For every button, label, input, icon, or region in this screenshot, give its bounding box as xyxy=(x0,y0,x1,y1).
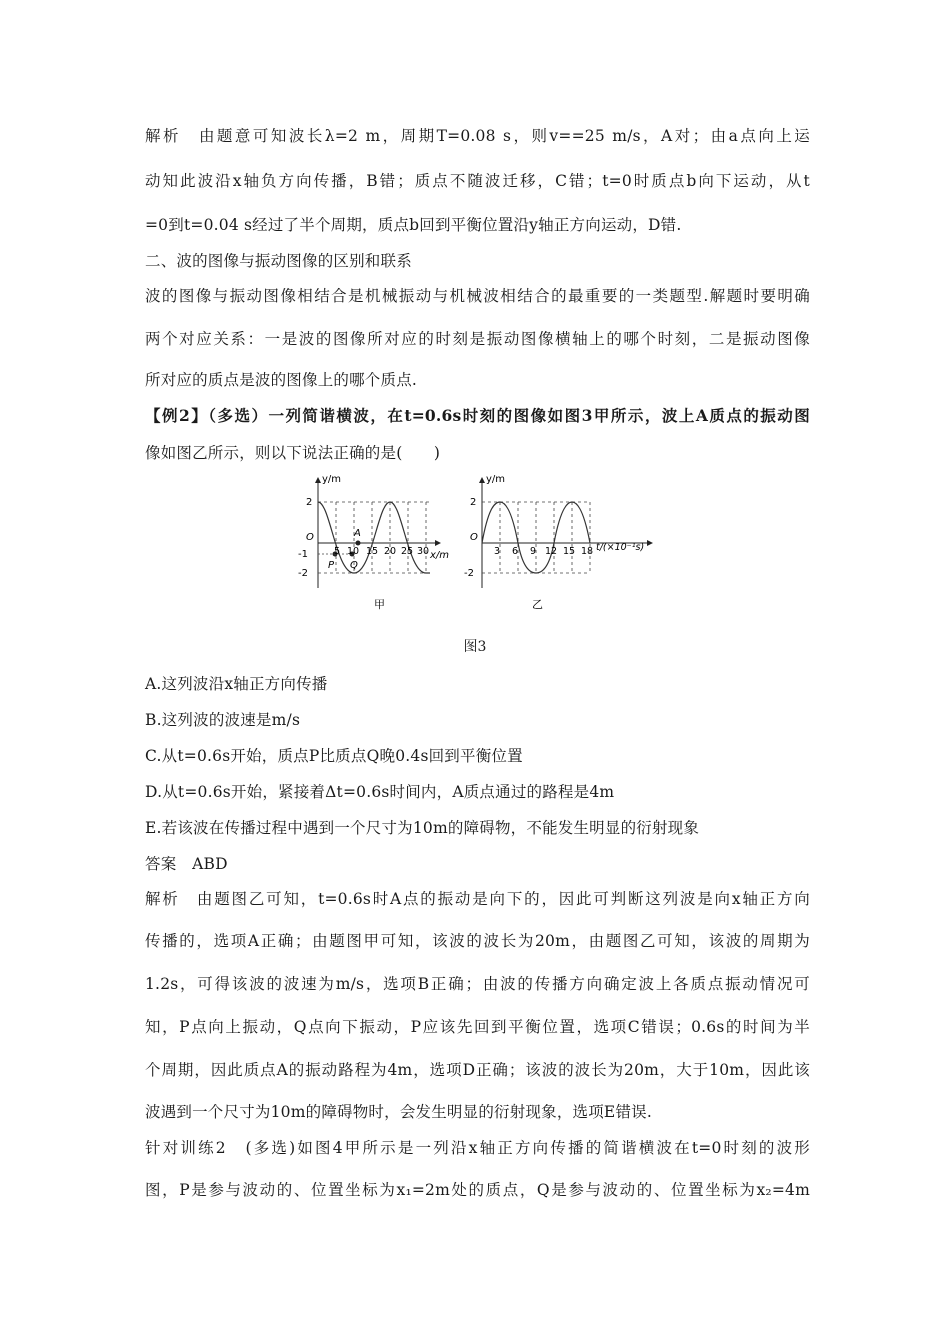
left-xtick: 30 xyxy=(417,546,430,557)
text-line: 两个对应关系：一是波的图像所对应的时刻是振动图像横轴上的哪个时刻，二是振动图像 xyxy=(145,330,810,348)
analysis-line: 传播的，选项A正确；由题图甲可知，该波的波长为20m，由题图乙可知，该波的周期为 xyxy=(145,932,810,950)
figure-graphs xyxy=(290,470,660,620)
point-p-label: P xyxy=(328,560,335,571)
analysis-line: 知，P点向上振动，Q点向下振动，P应该先回到平衡位置，选项C错误；0.6s的时间为半 xyxy=(145,1018,810,1036)
text-line: 动知此波沿x轴负方向传播，B错；质点不随波迁移，C错；t=0时质点b向下运动，从t xyxy=(145,172,810,190)
figure-3 xyxy=(290,470,660,620)
left-xlabel: x/m xyxy=(430,550,450,561)
answer: 答案 ABD xyxy=(145,855,228,873)
analysis-line: 波遇到一个尺寸为10m的障碍物时，会发生明显的衍射现象，选项E错误. xyxy=(145,1103,652,1121)
wave-graph xyxy=(298,474,449,611)
analysis-line: 1.2s，可得该波的波速为m/s，选项B正确；由波的传播方向确定波上各质点振动情况可 xyxy=(145,975,810,993)
vibration-graph xyxy=(464,474,652,611)
right-ytick: -2 xyxy=(464,568,474,579)
left-xtick: 25 xyxy=(401,546,414,557)
right-xtick: 6 xyxy=(512,546,519,557)
text-line: 波的图像与振动图像相结合是机械振动与机械波相结合的最重要的一类题型.解题时要明确 xyxy=(145,287,810,305)
text-line: =0到t=0.04 s经过了半个周期，质点b回到平衡位置沿y轴正方向运动，D错. xyxy=(145,216,682,234)
left-ytick: 2 xyxy=(306,497,313,508)
figure-caption: 图3 xyxy=(463,639,487,655)
left-ytick: -2 xyxy=(298,568,308,579)
left-ytick: -1 xyxy=(298,549,308,560)
analysis-line: 个周期，因此质点A的振动路程为4m，选项D正确；该波的波长为20m，大于10m，因此该 xyxy=(145,1061,810,1079)
left-xtick: 15 xyxy=(366,546,379,557)
wave-curve xyxy=(318,502,430,573)
left-xtick: 20 xyxy=(384,546,397,557)
left-xtick: 10 xyxy=(347,546,360,557)
right-sublabel: 乙 xyxy=(532,598,543,611)
left-ylabel: y/m xyxy=(322,474,342,485)
right-xlabel: t/(×10⁻¹s) xyxy=(596,542,645,553)
left-origin: O xyxy=(306,532,314,543)
analysis-line: 解析 由题图乙可知，t=0.6s时A点的振动是向下的，因此可判断这列波是向x轴正方向 xyxy=(145,890,810,908)
training-line: 图，P是参与波动的、位置坐标为x₁=2m处的质点，Q是参与波动的、位置坐标为x₂=4m xyxy=(145,1181,810,1199)
option-d: D.从t=0.6s开始，紧接着Δt=0.6s时间内，A质点通过的路程是4m xyxy=(145,783,615,801)
right-xtick: 18 xyxy=(581,546,594,557)
left-sublabel: 甲 xyxy=(374,598,385,611)
example-heading: 【例2】（多选）一列简谐横波，在t=0.6s时刻的图像如图3甲所示，波上A质点的振动图 xyxy=(145,406,810,425)
option-e: E.若该波在传播过程中遇到一个尺寸为10m的障碍物，不能发生明显的衍射现象 xyxy=(145,819,700,837)
text-line: 解析 由题意可知波长λ=2 m，周期T=0.08 s，则v==25 m/s，A对；由a点向上运 xyxy=(145,127,810,145)
right-xtick: 3 xyxy=(494,546,501,557)
right-xtick: 9 xyxy=(530,546,537,557)
training-line: 针对训练2 (多选)如图4甲所示是一列沿x轴正方向传播的简谐横波在t=0时刻的波形 xyxy=(145,1139,810,1157)
right-ylabel: y/m xyxy=(486,474,506,485)
option-c: C.从t=0.6s开始，质点P比质点Q晚0.4s回到平衡位置 xyxy=(145,747,523,765)
right-xtick: 12 xyxy=(545,546,558,557)
text-line: 所对应的质点是波的图像上的哪个质点. xyxy=(145,371,418,389)
left-xtick: 5 xyxy=(334,546,341,557)
point-q-label: Q xyxy=(350,560,358,571)
point-a-marker xyxy=(356,541,361,546)
right-ytick: 2 xyxy=(470,497,477,508)
text-line: 像如图乙所示，则以下说法正确的是( ) xyxy=(145,444,441,462)
option-b: B.这列波的波速是m/s xyxy=(145,711,301,729)
point-a-label: A xyxy=(354,528,361,539)
right-origin: O xyxy=(470,532,478,543)
section-heading: 二、波的图像与振动图像的区别和联系 xyxy=(145,252,412,270)
option-a: A.这列波沿x轴正方向传播 xyxy=(145,675,328,693)
right-xtick: 15 xyxy=(563,546,576,557)
